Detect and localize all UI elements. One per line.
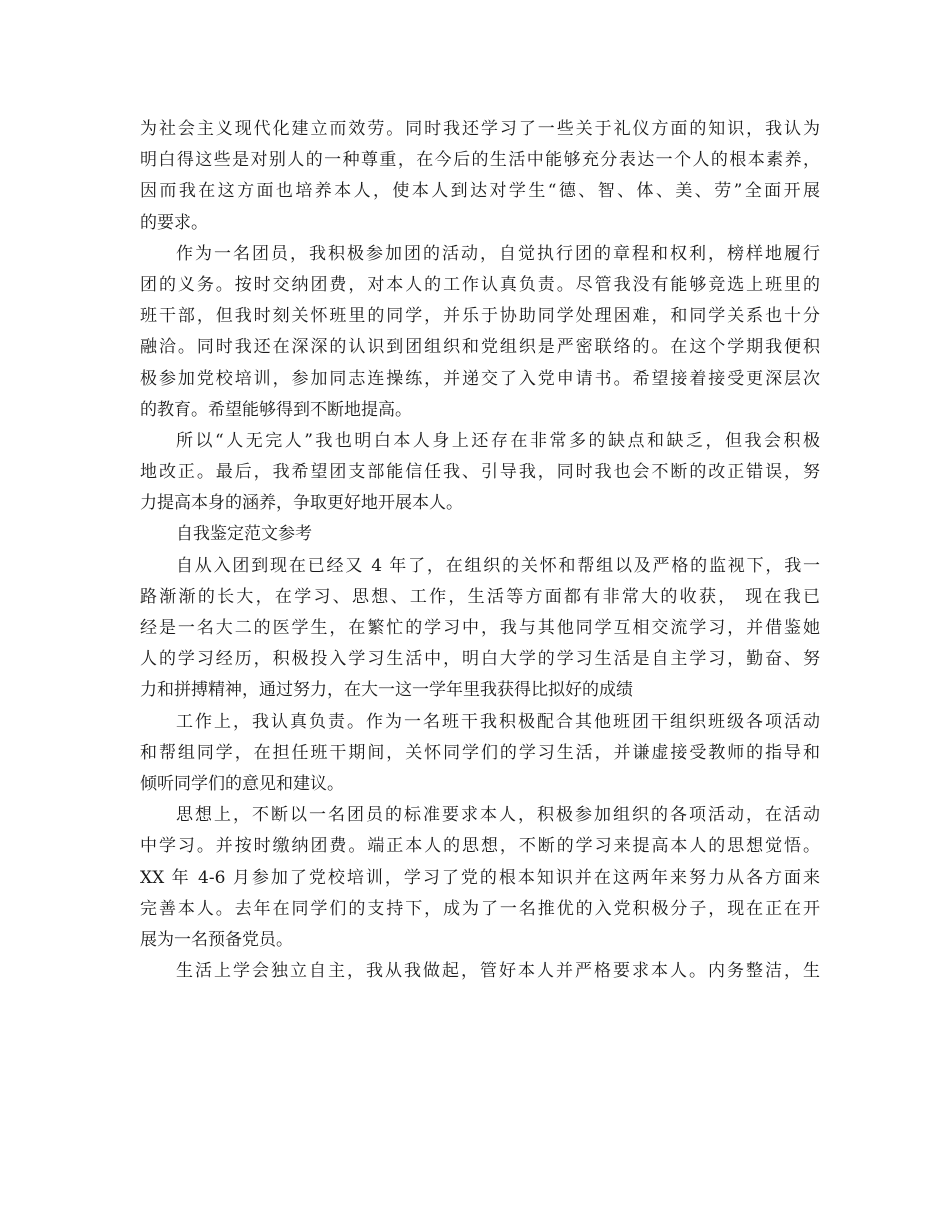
text-line: 地改正。最后，我希望团支部能信任我、引导我，同时我也会不断的改正错误，努: [140, 462, 820, 483]
body-text: [140, 114, 820, 987]
text-line: 融洽。同时我还在深深的认识到团组织和党组织是严密联络的。在这个学期我便积: [140, 337, 820, 358]
text-line: 人的学习经历，积极投入学习生活中，明白大学的学习生活是自主学习，勤奋、努: [140, 649, 820, 670]
paragraph-first-line: 工作上，我认真负责。作为一名班干我积极配合其他班团干组织班级各项活动: [176, 711, 820, 732]
text-line: 极参加党校培训，参加同志连操练，并递交了入党申请书。希望接着接受更深层次: [140, 368, 820, 389]
text-line: 完善本人。去年在同学们的支持下，成为了一名推优的入党积极分子，现在正在开: [140, 898, 820, 919]
text-line: 中学习。并按时缴纳团费。端正本人的思想，不断的学习来提高本人的思想觉悟。: [140, 836, 820, 857]
text-line: XX 年 4-6 月参加了党校培训，学习了党的根本知识并在这两年来努力从各方面来: [140, 867, 820, 888]
text-line: 团的义务。按时交纳团费，对本人的工作认真负责。尽管我没有能够竞选上班里的: [140, 274, 820, 295]
text-line: 因而我在这方面也培养本人，使本人到达对学生“德、智、体、美、劳”全面开展: [140, 181, 820, 202]
text-line: 班干部，但我时刻关怀班里的同学，并乐于协助同学处理困难，和同学关系也十分: [140, 306, 820, 327]
paragraph-first-line: 思想上，不断以一名团员的标准要求本人，积极参加组织的各项活动，在活动: [176, 805, 820, 826]
text-line: 的教育。希望能够得到不断地提高。: [140, 399, 412, 420]
paragraph-first-line: 作为一名团员，我积极参加团的活动，自觉执行团的章程和权利，榜样地履行: [176, 243, 820, 264]
text-line: 路渐渐的长大，在学习、思想、工作，生活等方面都有非常大的收获， 现在我已: [140, 586, 820, 607]
text-line: 展为一名预备党员。: [140, 929, 293, 950]
text-line: 力提高本身的涵养，争取更好地开展本人。: [140, 493, 463, 514]
paragraph-first-line: 生活上学会独立自主，我从我做起，管好本人并严格要求本人。内务整洁，生: [176, 961, 820, 982]
text-line: 经是一名大二的医学生，在繁忙的学习中，我与其他同学互相交流学习，并借鉴她: [140, 618, 820, 638]
text-line: 明白得这些是对别人的一种尊重，在今后的生活中能够充分表达一个人的根本素养，: [140, 150, 820, 171]
text-line: 和帮组同学，在担任班干期间，关怀同学们的学习生活，并谦虚接受教师的指导和: [140, 742, 820, 763]
paragraph-first-line: 自从入团到现在已经又 4 年了，在组织的关怀和帮组以及严格的监视下，我一: [176, 555, 820, 576]
text-line: 倾听同学们的意见和建议。: [140, 773, 344, 794]
text-line: 的要求。: [140, 212, 208, 233]
paragraph-first-line: 所以“人无完人”我也明白本人身上还存在非常多的缺点和缺乏，但我会积极: [176, 430, 820, 451]
paragraph-first-line: 自我鉴定范文参考: [176, 524, 312, 545]
text-line: 力和拼搏精神，通过努力，在大一这一学年里我获得比拟好的成绩: [140, 680, 633, 701]
text-line: 为社会主义现代化建立而效劳。同时我还学习了一些关于礼仪方面的知识，我认为: [140, 119, 820, 139]
